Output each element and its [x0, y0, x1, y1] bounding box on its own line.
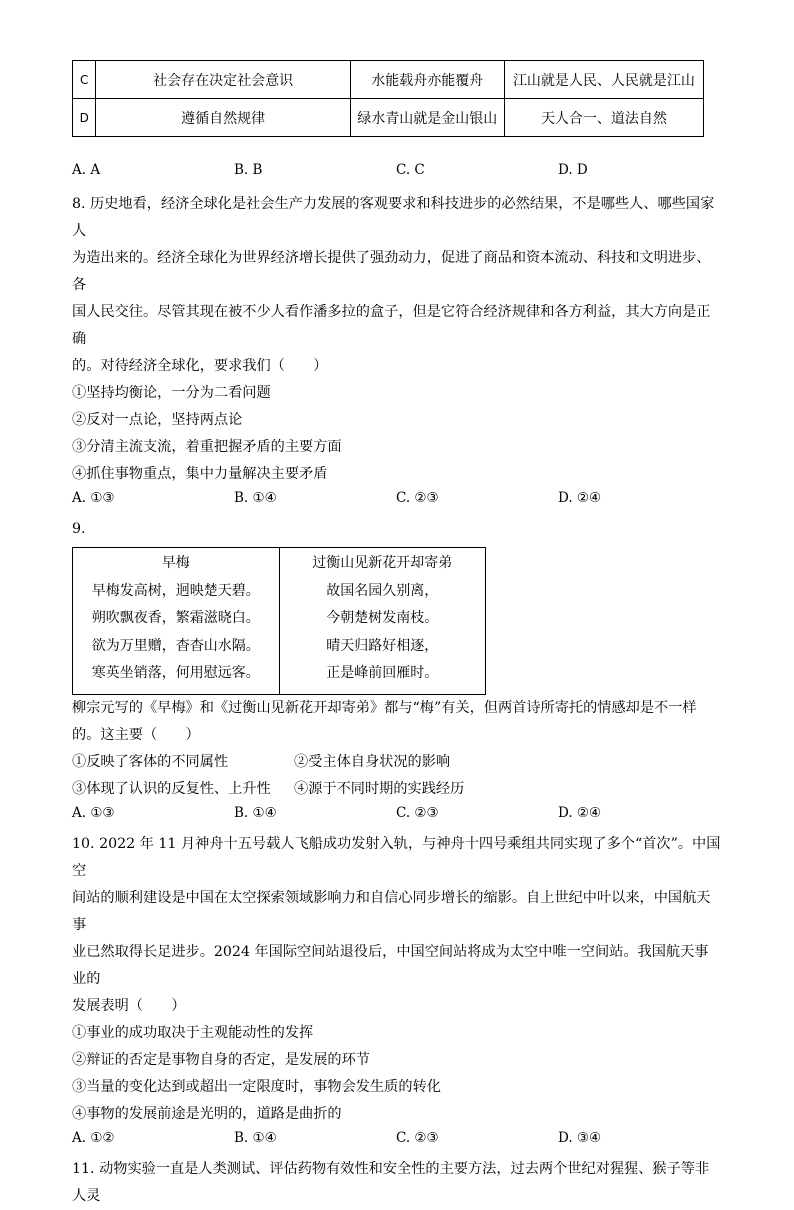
choice-d: D. D: [558, 162, 588, 178]
poem-line: 正是峰前回雁时。: [326, 665, 439, 681]
table-cell: 社会存在决定社会意识: [96, 61, 350, 99]
statement: ①反映了客体的不同属性: [72, 753, 229, 770]
statement: ②受主体自身状况的影响: [294, 753, 451, 770]
statement: ②反对一点论，坚持两点论: [72, 412, 243, 428]
choice-d: D. ②④: [558, 804, 602, 821]
choice-b: B. ①④: [234, 1129, 277, 1146]
row-label: D: [73, 99, 96, 137]
poem-line: 早梅发高树，迥映楚天碧。: [91, 582, 260, 599]
choice-a: A. ①③: [72, 490, 115, 506]
choice-d: D. ②④: [558, 490, 602, 506]
choice-a: A. ①③: [72, 804, 115, 821]
question-text-line: 11. 动物实验一直是人类测试、评估药物有效性和安全性的主要方法，过去两个世纪对猩猩、猴子等非人灵: [72, 1160, 710, 1204]
table-cell: 江山就是人民、人民就是江山: [504, 61, 703, 99]
statement: ③分清主流支流，着重把握矛盾的主要方面: [72, 439, 342, 455]
choice-c: C. C: [396, 162, 425, 178]
table-row: [73, 61, 704, 99]
poem-title: 早梅: [161, 555, 190, 571]
question-text-line: 柳宗元写的《早梅》和《过衡山见新花开却寄弟》都与“梅”有关，但两首诗所寄托的情感却是不一样: [72, 699, 697, 716]
table-cell: 遵循自然规律: [96, 99, 350, 137]
choice-c: C. ②③: [396, 490, 439, 506]
statement: ④源于不同时期的实践经历: [294, 780, 465, 797]
statement-row: [72, 749, 722, 776]
question-11: [72, 1156, 722, 1210]
question-text-line: 国人民交往。尽管其现在被不少人看作潘多拉的盒子，但是它符合经济规律和各方利益，其大方向是正确: [72, 304, 711, 347]
q8-choices: [72, 490, 722, 510]
poem-line: 寒英坐销落，何用慰远客。: [91, 665, 260, 681]
question-text-line: 10. 2022 年 11 月神舟十五号载人飞船成功发射入轨，与神舟十四号乘组共同实现了多个“首次”。中国空: [72, 835, 721, 879]
options-table: [72, 60, 704, 137]
q7-choices: [72, 162, 722, 182]
question-text-line: 业已然取得长足进步。2024 年国际空间站退役后，中国空间站将成为太空中唯一空间站。我国航天事业的: [72, 943, 709, 987]
question-text-line: 8. 历史地看，经济全球化是社会生产力发展的客观要求和科技进步的必然结果，不是哪些人、哪些国家人: [72, 196, 715, 239]
poem-cell-2: [279, 548, 486, 695]
poem-line: 朔吹飘夜香，繁霜滋晓白。: [91, 610, 260, 626]
question-10: [72, 831, 722, 1150]
question-text-line: 为造出来的。经济全球化为世界经济增长提供了强劲动力，促进了商品和资本流动、科技和文明进步、各: [72, 250, 711, 293]
choice-a: A. ①②: [72, 1129, 115, 1146]
poem-table: [72, 547, 486, 695]
statement: ④抓住事物重点，集中力量解决主要矛盾: [72, 466, 328, 482]
question-number: 9.: [72, 521, 86, 537]
choice-a: A. A: [72, 162, 101, 178]
question-text-line: 发展表明（ ）: [72, 997, 186, 1014]
question-8: [72, 191, 722, 510]
question-9: [72, 516, 722, 825]
choice-b: B. ①④: [234, 490, 277, 506]
statement: ④事物的发展前途是光明的，道路是曲折的: [72, 1105, 342, 1122]
statement: ③当量的变化达到或超出一定限度时，事物会发生质的转化: [72, 1078, 441, 1095]
table-cell: 绿水青山就是金山银山: [350, 99, 504, 137]
choice-d: D. ③④: [558, 1129, 602, 1146]
statement: ③体现了认识的反复性、上升性: [72, 780, 271, 797]
question-text-line: 的。对待经济全球化，要求我们（ ）: [72, 358, 328, 374]
poem-cell-1: [73, 548, 280, 695]
statement: ①事业的成功取决于主观能动性的发挥: [72, 1024, 314, 1041]
statement: ①坚持均衡论，一分为二看问题: [72, 385, 271, 401]
poem-line: 故国名园久别离，: [326, 582, 439, 599]
row-label: C: [73, 61, 96, 99]
choice-b: B. B: [234, 162, 263, 178]
document-page: [72, 60, 722, 1210]
poem-line: 欲为万里赠，杳杳山水隔。: [91, 637, 260, 654]
table-row: [73, 99, 704, 137]
question-text-line: 的。这主要（ ）: [72, 726, 200, 743]
table-cell: 天人合一、道法自然: [504, 99, 703, 137]
q10-choices: [72, 1130, 722, 1150]
poem-line: 今朝楚树发南枝。: [326, 610, 439, 626]
poem-title: 过衡山见新花开却寄弟: [312, 555, 453, 571]
poem-line: 晴天归路好相逐，: [326, 637, 439, 654]
statement: ②辩证的否定是事物自身的否定，是发展的环节: [72, 1051, 370, 1068]
question-text-line: 间站的顺利建设是中国在太空探索领域影响力和自信心同步增长的缩影。自上世纪中叶以来，中国航天事: [72, 889, 711, 933]
choice-c: C. ②③: [396, 804, 439, 821]
choice-c: C. ②③: [396, 1129, 439, 1146]
table-cell: 水能载舟亦能覆舟: [350, 61, 504, 99]
statement-row: [72, 776, 722, 803]
choice-b: B. ①④: [234, 804, 277, 821]
q9-choices: [72, 805, 722, 825]
